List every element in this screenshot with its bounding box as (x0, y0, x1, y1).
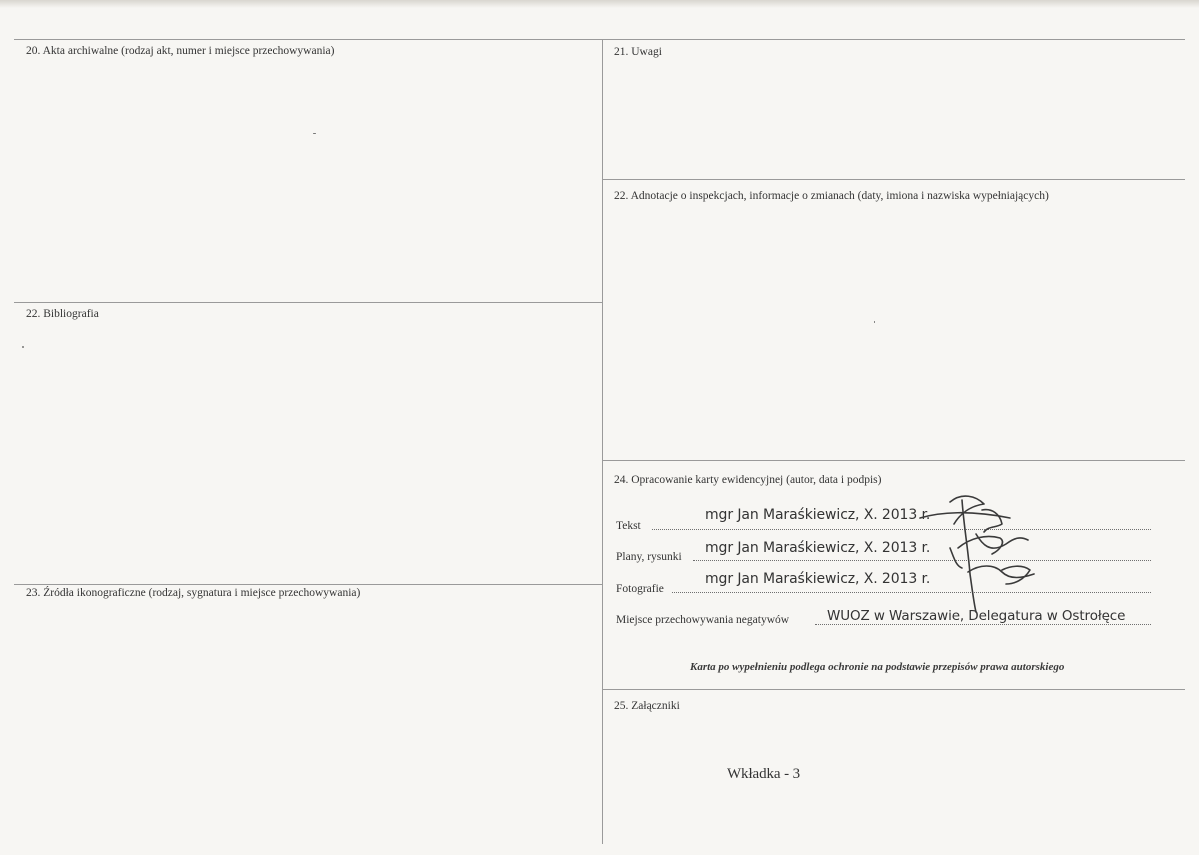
section-20-label: 20. Akta archiwalne (rodzaj akt, numer i miejsce przechowywania) (26, 45, 335, 57)
negatives-value: WUOZ w Warszawie, Delegatura w Ostrołęce (827, 608, 1126, 624)
row-photos-label: Fotografie (616, 583, 664, 595)
paper-speck (22, 346, 24, 348)
section-21-label: 21. Uwagi (614, 46, 662, 58)
page-top-edge (0, 0, 1199, 8)
center-divider (602, 39, 603, 844)
row-plans-label: Plany, rysunki (616, 551, 682, 563)
paper-speck (313, 133, 316, 134)
row-photos-value: mgr Jan Maraśkiewicz, X. 2013 r. (705, 571, 931, 587)
copyright-notice: Karta po wypełnieniu podlega ochronie na podstawie przepisów prawa autorskiego (690, 661, 1065, 673)
section-25-label: 25. Załączniki (614, 700, 680, 712)
divider-right-24-25 (602, 689, 1185, 690)
top-border (14, 39, 1185, 40)
row-text-label: Tekst (616, 520, 641, 532)
divider-left-22-23 (14, 584, 602, 585)
row-plans-value: mgr Jan Maraśkiewicz, X. 2013 r. (705, 540, 931, 556)
section-22-bibliography-label: 22. Bibliografia (26, 308, 99, 320)
divider-right-22-24 (602, 460, 1185, 461)
row-text-dotline (652, 529, 1151, 530)
divider-left-20-22 (14, 302, 602, 303)
section-23-label: 23. Źródła ikonograficzne (rodzaj, sygnatura i miejsce przechowywania) (26, 587, 361, 599)
negatives-label: Miejsce przechowywania negatywów (616, 614, 790, 626)
negatives-dotline (815, 624, 1151, 625)
insert-number: Wkładka - 3 (727, 766, 801, 782)
paper-speck (874, 321, 875, 323)
section-22-annotations-label: 22. Adnotacje o inspekcjach, informacje o zmianach (daty, imiona i nazwiska wypełniających) (614, 190, 1049, 202)
divider-right-21-22 (602, 179, 1185, 180)
row-text-value: mgr Jan Maraśkiewicz, X. 2013 r. (705, 507, 931, 523)
section-24-label: 24. Opracowanie karty ewidencyjnej (autor, data i podpis) (614, 474, 882, 486)
handwritten-signature (910, 488, 1050, 618)
